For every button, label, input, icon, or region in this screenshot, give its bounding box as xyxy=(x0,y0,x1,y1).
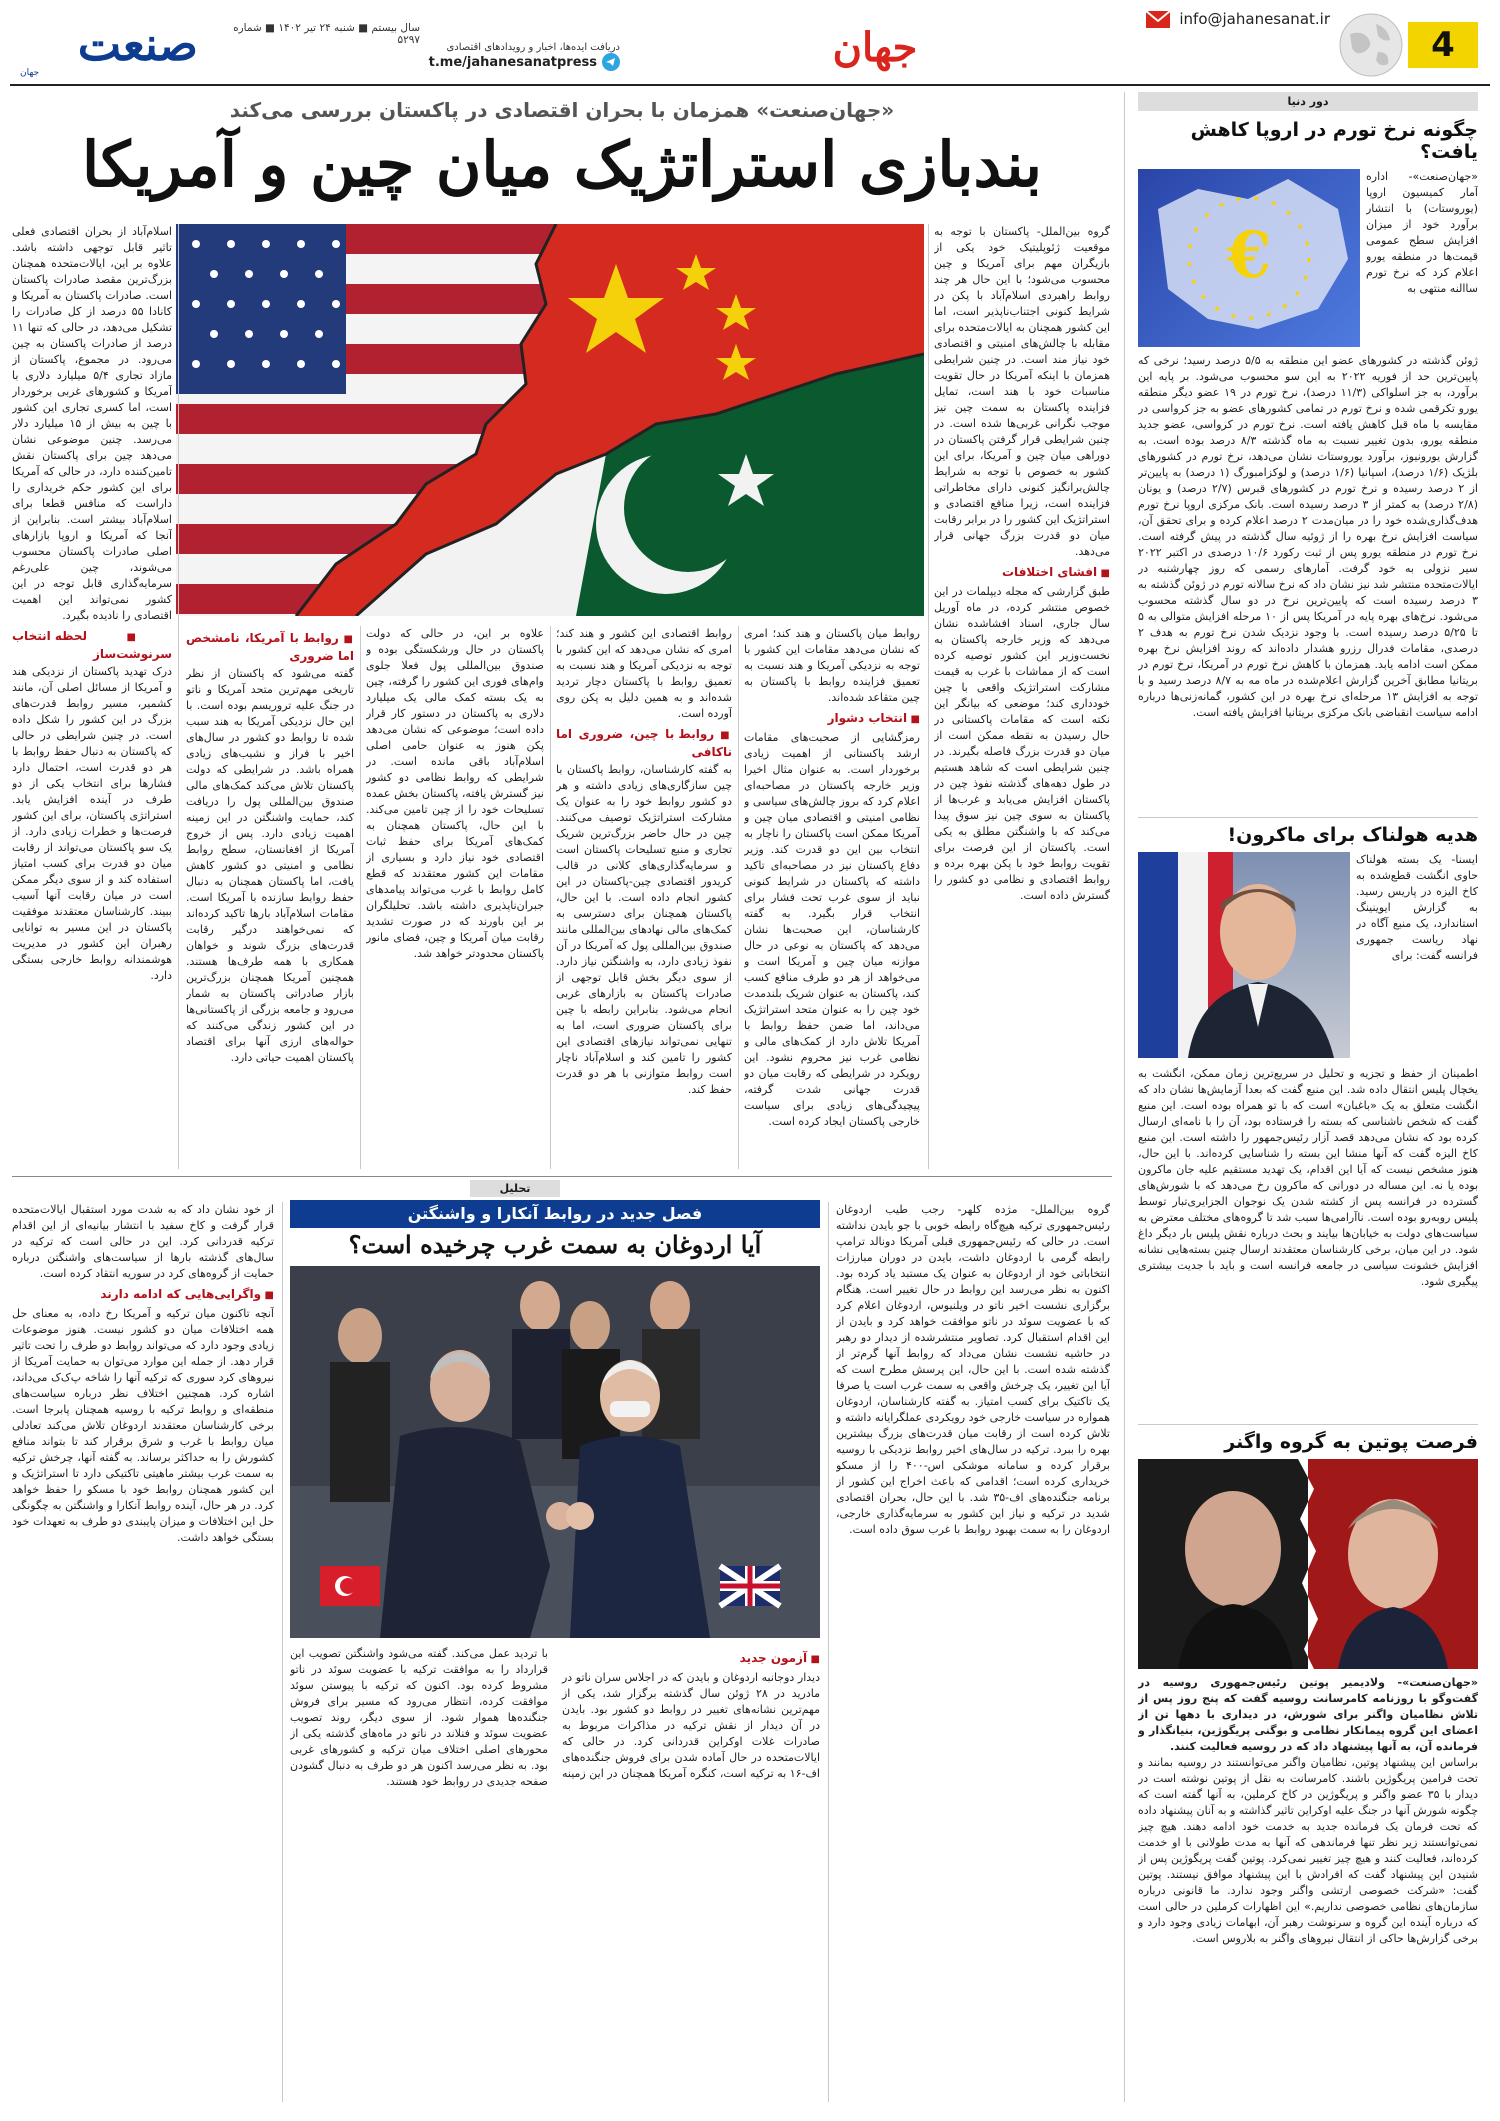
telegram-box xyxy=(420,42,620,71)
erdogan-biden-photo xyxy=(290,1266,820,1638)
story1-body: ژوئن گذشته در کشورهای عضو این منطقه به ۵/۵ درصد رسید؛ نرخی که پایین‌ترین حد از فوریه ۲۰۲۲ به این سو محسوب می‌شود. بر پایه این برآورد، به جز اسلواکی (۱۱/۳ درصد)، نرخ تورم در ۱۹ عضو دیگر منطقه یورو تکرقمی شده و نرخ تورم در تمامی کشورهای عضو به جز کرواسی در مقایسه با ماه قبل کاهش یافته است. نرخ تورم در کرواسی، عضو جدید منطقه یورو، بدون تغییر نسبت به ماه گذشته ۸/۳ درصد بوده است. به گزارش یورونیوز، برآورد یوروستات نشان می‌دهد، نرخ تورم در کشورهای بلژیک (۱/۶ درصد)، اسپانیا (۱/۶ درصد) و لوکزامبورگ (۱ درصد) به پایین‌تر از ۲ درصد رسیده و نرخ تورم در کشورهای قبرس (۲/۷ درصد) و یونان (۲/۸ درصد) به کمتر از ۳ درصد رسیده است. بانک مرکزی اروپا نرخ تورم هدف‌گذاری‌شده خود را در میان‌مدت ۲ درصد اعلام کرده و برای تحقق آن، سیاست افزایش نرخ بهره را از ژوئیه سال گذشته در پیش گرفته است. نرخ تورم در منطقه یورو پس از ثبت رکورد ۱۰/۶ درصدی در اکتبر ۲۰۲۲ سیر نزولی به خود گرفت. آمارهای رسمی که روز چهارشنبه در ایالات‌متحده منتشر شد نیز نشان داد که نرخ سالانه تورم در ژوئن گذشته به ۳ درصد رسیده است که پایین‌ترین نرخ در دو سال گذشته محسوب می‌شود. نرخ‌های بهره پایه در آمریکا پس از ۱۰ مرحله افزایش متوالی به ۵ تا ۵/۲۵ درصد رسیده است. با وجود نزدیک شدن نرخ تورم به هدف ۲ درصدی، مقامات فدرال رزرو هشدار داده‌اند که روند افزایش نرخ بهره ممکن است ادامه یابد. همزمان با کاهش نرخ تورم در آمریکا، نرخ تورم در بریتانیا مطابق آخرین گزارش اعلام‌شده در ماه مه به ۸/۷ درصد رسید و با توجه به افزایش ۱۳ مرحله‌ای نرخ بهره در این کشور، گمانه‌زنی‌ها درباره ادامه سیاست انقباضی بانک مرکزی بریتانیا افزایش یافته است. xyxy=(1138,354,1478,719)
telegram-caption: دریافت ایده‌ها، اخبار و رویدادهای اقتصادی xyxy=(446,42,620,53)
main-col3-body: به گفته کارشناسان، روابط پاکستان با چین سازگاری‌های زیادی داشته و هر دو کشور روابط خود را به عنوان یک مشارکت استراتژیک توصیف می‌کنند. چین در حال حاضر بزرگ‌ترین شریک تجاری و منبع تسلیحات پاکستان است و سرمایه‌گذاری‌های کلانی در قالب کریدور اقتصادی چین-پاکستان در این کشور انجام داده است. با این حال، پاکستان همچنان برای دسترسی به کمک‌های مالی نهادهای بین‌المللی مانند صندوق بین‌المللی پول که آمریکا در آن نفوذ زیادی دارد، به واشنگتن نیاز دارد. از سوی دیگر بخش قابل توجهی از صادرات پاکستان به بازارهای غربی انجام می‌شود. بنابراین رابطه با چین برای پاکستان ضروری است، اما به تنهایی نمی‌تواند نیازهای اقتصادی این کشور را تامین کند و اسلام‌آباد ناچار است روابط متوازنی با هر دو قدرت حفظ کند. xyxy=(556,763,732,1096)
logo-subtext: جهان xyxy=(20,68,40,78)
main-col3-subhead: ■ روابط با چین، ضروری اما ناکافی xyxy=(556,726,732,760)
main-col5 xyxy=(186,626,354,1169)
bottom-col2-subhead: ■ آزمون جدید xyxy=(562,1650,820,1668)
main-col6-subhead: ■ لحظه انتخاب سرنوشت‌ساز xyxy=(12,628,172,662)
main-col4 xyxy=(366,626,544,1169)
bottom-headline: آیا اردوغان به سمت غرب چرخیده است؟ xyxy=(348,1230,762,1259)
bottom-col3 xyxy=(12,1202,274,2102)
globe-icon xyxy=(1338,12,1404,78)
story3-body: براساس این پیشنهاد پوتین، نظامیان واگنر می‌توانستند در روسیه بمانند و تحت فرامین پریگوژین باشند. کامرسانت به نقل از پوتین نوشته است در دیدار با ۳۵ عضو واگنر و پریگوژین در کاخ کرملین، به آنها گفته است که چگونه شورش آنها در جنگ علیه اوکراین تاثیر گذاشته و به آنان پیشنهاد داده که تحت فرمان یک فرمانده جدید به خدمت خود ادامه دهند. هیچ چیز نمی‌توانستند زیر نظر تنها فرماندهی که آنها به مدت طولانی با او خدمت کرده‌اند، فعالیت کنند و هیچ چیز تغییر نمی‌کرد. پوتین گفت پریگوژین پس از شنیدن این پیشنهاد گفت که افرادش با این پیشنهاد موافق نیستند. پوتین گفت: «شرکت خصوصی ارتشی واگنر وجود ندارد. ما قانونی درباره سازمان‌های نظامی خصوصی نداریم.» این اظهارات کرملین در حالی است که درباره آینده این گروه و سرنوشت رهبر آن، ابهامات زیادی وجود دارد و برخی گزارش‌ها حاکی از انتقال نیروهای واگنر به بلاروس است. xyxy=(1138,1756,1478,1945)
telegram-icon xyxy=(602,53,620,71)
main-headline: بندبازی استراتژیک میان چین و آمریکا xyxy=(81,128,1043,201)
story2-body: اطمینان از حفظ و تجزیه و تحلیل در سریع‌ترین زمان ممکن، انگشت به یخچال پلیس انتقال داده شد. این منبع گفت که بعدا آزمایش‌ها نشان داد که انگشت متعلق به یک «باغبان» است که با تو همراه بوده است. این منبع گفت که شخص ناشناسی که بسته را فرستاده بود، آن را با نامه‌ای ارسال کرده بود که نشان می‌دهد قصد آزار رئیس‌جمهور را داشته است. این منبع کاخ الیزه گفت که آنها منشا این بسته را شناسایی کرده‌اند. با این حال، هنوز مشخص نیست که آیا این اقدام، یک تهدید مستقیم علیه جان ماکرون بوده یا نه. این مساله در دورانی که ماکرون رخ می‌دهد که با شورش‌های گسترده در فرانسه پس از کشته شدن یک نوجوان الجزایری‌تبار توسط پلیس روبه‌رو بوده است. ناآرامی‌ها سبب شد تا گروه‌های مختلف معترض به سیاست‌های دولت به خیابان‌ها بیایند و بحث درباره نقش پلیس بار دیگر داغ شود. در این میان، برخی کارشناسان معتقدند ارسال چنین بسته‌هایی نشانه افزایش خشونت سیاسی در جامعه فرانسه است و باید با جدیت بیشتری پیگیری شود. xyxy=(1138,1067,1478,1288)
svg-text:€: € xyxy=(1226,218,1272,293)
euro-map-image xyxy=(1138,169,1360,347)
sidebar-tag: دور دنیا xyxy=(1138,92,1478,111)
bottom-col2-body: دیدار دوجانبه اردوغان و بایدن که در اجلاس سران ناتو در مادرید در ۲۸ ژوئن سال گذشته برگزار شد، یکی از مهم‌ترین نشانه‌های تغییر در روابط دو کشور بود. بایدن در آن دیدار از نقش ترکیه در مذاکرات مربوط به صادرات غلات اوکراین قدردانی کرد. در حالی که ایالات‌متحده در حال آماده شدن برای فروش جنگنده‌های اف-۱۶ به ترکیه است، کنگره آمریکا همچنان در این زمینه با تردید عمل می‌کند. گفته می‌شود واشنگتن تصویب این قرارداد را به موافقت ترکیه با عضویت سوئد در ناتو مشروط کرده بود. اکنون که ترکیه با پیوستن سوئد موافقت کرده، انتظار می‌رود که مسیر برای فروش جنگنده‌ها هموار شود. از سوی دیگر، روند تصویب عضویت سوئد و فنلاند در ناتو در ماه‌های گذشته یکی از محورهای اصلی اختلاف میان ترکیه و کشورهای غربی بود. به نظر می‌رسد اکنون هر دو طرف به دنبال گشودن صفحه جدیدی در روابط خود هستند. xyxy=(290,1647,820,1788)
putin-prigozhin-photo xyxy=(1138,1459,1478,1669)
email-line xyxy=(1145,8,1330,30)
main-col2-body: رمزگشایی از صحبت‌های مقامات ارشد پاکستانی از اهمیت زیادی برخوردار است. به عنوان مثال اخیرا وزیر خارجه پاکستان در مصاحبه‌ای اعلام کرد که بروز چالش‌های سیاسی و نظامی امنیتی و اقتصادی میان چین و آمریکا ممکن است پاکستان را ناچار به انتخاب بین این دو قدرت کند. وزیر دفاع پاکستان نیز در مصاحبه‌ای تاکید داشته که پاکستان در شرایط کنونی نباید از سوی غرب تحت فشار برای انتخاب قرار بگیرد. به گفته کارشناسان، این صحبت‌ها نشان می‌دهد که پاکستان به نوعی در حال موازنه میان چین و آمریکا است و می‌خواهد از هر دو طرف منافع کسب کند، پاکستان به عنوان شریک بلندمدت خود چین را به عنوان متحد استراتژیک می‌داند، اما ضمن حفظ روابط با آمریکا تلاش دارد از کمک‌های مالی و نظامی غرب نیز محروم نشود. این رویکرد در شرایطی که رقابت میان دو قدرت جهانی شدت گرفته، پیچیدگی‌های زیادی برای سیاست خارجی پاکستان ایجاد کرده است. xyxy=(744,731,920,1128)
main-col3-intro: روابط اقتصادی این کشور و هند کند؛ امری که نشان می‌دهد که این کشور با توجه به نزدیکی آمریکا و هند نسبت به تعمیق روابط با پاکستان دچار تردید شده‌اند و به همین دلیل به پکن روی آورده است. xyxy=(556,627,732,720)
flags-illustration xyxy=(176,224,924,616)
story3-lead: «جهان‌صنعت»- ولادیمیر پوتین رئیس‌جمهوری روسیه در گفت‌وگو با روزنامه کامرسانت روسیه گفت که پنج روز پس از تلاش نظامیان واگنر برای شورش، در دیداری با دهها تن از اعضای این گروه پیمانکار نظامی و بوگنی پریگوژین، بنیانگذار و فرمانده آن، به آنها پیشنهاد داد که در روسیه فعالیت کنند. xyxy=(1138,1676,1478,1753)
main-col3 xyxy=(556,626,732,1169)
story1-lead: «جهان‌صنعت»- اداره آمار کمیسیون اروپا (یوروستات) با انتشار برآورد خود از میزان افزایش سطح عمومی قیمت‌ها در منطقه یورو اعلام کرد که نرخ تورم ساالنه منتهی به xyxy=(1366,170,1478,295)
bottom-col2 xyxy=(290,1646,820,2102)
story2-lead: ایسنا- یک بسته هولناک حاوی انگشت قطع‌شده به کاخ الیزه در پاریس رسید. به گزارش ایوینینگ استاندارد، یک منبع آگاه در نهاد ریاست جمهوری فرانسه گفت: برای xyxy=(1356,853,1478,962)
bottom-tag: تحلیل xyxy=(470,1180,560,1197)
newspaper-logo xyxy=(18,18,198,78)
page-number-box xyxy=(1408,22,1478,68)
main-col6-body2: درک تهدید پاکستان از نزدیکی هند و آمریکا از مسائل اصلی آن، مانند کشمیر، مسیر روابط قدرت‌های بزرگ در این کشور را شکل داده است. در چنین شرایطی در حالی که پاکستان به دنبال حفظ روابط با هر دو قدرت است، احتمال دارد فشارها برای انتخاب یکی از دو طرف در آینده افزایش یابد. استراتژی پاکستان، برای این کشور فرصت‌ها و خطرات زیادی دارد. از یک سو پاکستان می‌تواند از رقابت میان دو قدرت برای کسب امتیاز استفاده کند و از سوی دیگر ممکن است در میان رقابت آنها آسیب ببیند. کارشناسان معتقدند موفقیت پاکستان در این مسیر به توانایی رهبران این کشور در مدیریت هوشمندانه روابط خارجی بستگی دارد. xyxy=(12,665,172,982)
main-col5-body: گفته می‌شود که پاکستان از نظر تاریخی مهم‌ترین متحد آمریکا و ناتو در جنگ علیه تروریسم بوده است. با این حال نزدیکی آمریکا به هند سبب شده تا روابط دو کشور در سال‌های اخیر با فراز و نشیب‌های زیادی همراه باشد. در شرایطی که دولت پاکستان تلاش می‌کند کمک‌های مالی صندوق بین‌المللی پول را دریافت کند، حمایت واشنگتن در این زمینه اهمیت زیادی دارد. پس از خروج آمریکا از افغانستان، سطح روابط نظامی و امنیتی دو کشور کاهش یافت، اما پاکستان همچنان به دنبال حفظ روابط سازنده با آمریکا است. مقامات اسلام‌آباد بارها تاکید کرده‌اند که نمی‌خواهند درگیر رقابت قدرت‌های بزرگ شوند و خواهان همکاری با همه طرف‌ها هستند. همچنین آمریکا همچنان بزرگ‌ترین بازار صادراتی پاکستان به شمار می‌رود و جامعه بزرگی از پاکستانی‌ها در این کشور زندگی می‌کنند که حواله‌های ارزی آنها برای اقتصاد پاکستان اهمیت حیاتی دارد. xyxy=(186,667,354,1064)
logo-text: صنعت xyxy=(77,17,198,71)
bottom-col3-body: آنچه تاکنون میان ترکیه و آمریکا رخ داده، به معنای حل همه اختلافات میان دو کشور نیست. هنوز موضوعات زیادی وجود دارد که می‌تواند روابط دو طرف را تحت تاثیر قرار دهد. از جمله این موارد می‌توان به حمایت آمریکا از نیروهای کرد سوری که ترکیه آنها را شاخه پ‌ک‌ک می‌داند، اشاره کرد. همچنین اختلاف نظر درباره سیاست‌های منطقه‌ای و روابط ترکیه با روسیه همچنان پابرجا است. برخی کارشناسان معتقدند اردوغان تلاش می‌کند تعادلی میان روابط با غرب و شرق برقرار کند تا بتواند منافع کشورش را به حداکثر برساند. به گفته آنها، چرخش ترکیه به سمت غرب بیشتر ماهیتی تاکتیکی دارد تا استراتژیک و این کشور همچنان روابط خود با مسکو را حفظ خواهد کرد. در هر حال، آینده روابط آنکارا و واشنگتن به چگونگی حل این اختلافات و میزان پایبندی دو طرف به تعهدات خود بستگی خواهد داشت. xyxy=(12,1307,274,1544)
bottom-col3-subhead: ■ واگرایی‌هایی که ادامه دارند xyxy=(12,1286,274,1304)
story2-title: هدیه هولناک برای ماکرون! xyxy=(1138,824,1478,846)
euro-symbol-icon xyxy=(1138,169,1360,347)
email-address[interactable]: info@jahanesanat.ir xyxy=(1179,10,1330,28)
bottom-col3-intro: از خود نشان داد که به شدت مورد استقبال ایالات‌متحده قرار گرفت و کاخ سفید با انتشار بیانیه‌ای از این اقدام ترکیه قدردانی کرد. این در حالی است که ترکیه در سال‌های گذشته بارها از سیاست‌های واشنگتن درباره حمایت از گروه‌های کرد در سوریه انتقاد کرده است. xyxy=(12,1203,274,1280)
main-col1-body: طبق گزارشی که مجله دیپلمات در این خصوص منتشر کرده، در ماه آوریل سال جاری، اسناد افشاشده نشان می‌دهد که وزیر خارجه پاکستان به نخست‌وزیر این کشور توصیه کرده است که از مماشات با غرب به قیمت مشارکت استراتژیک واقعی با چین خودداری کند؛ موضعی که بیانگر این نکته است که مقامات پاکستانی در حال رسیدن به نقطه ممکن است از میان دو قدرت بزرگ فاصله بگیرند. در چنین شرایطی است که شاهد هستیم در طول دهه‌های گذشته نفوذ چین در پاکستان افزایش می‌یابد و غرب‌ها از پاکستان به سوی چین نیز سوق پیدا می‌کند که با واشنگتن مطلق به یکی است. پاکستان از این فرصت برای تقویت روابط خود با پکن بهره برده و روابط اقتصادی و نظامی دو کشور را گسترش داده است. xyxy=(934,585,1110,902)
main-col6 xyxy=(12,224,172,1169)
main-col2-intro: روابط میان پاکستان و هند کند؛ امری که نشان می‌دهد مقامات این کشور با توجه به نزدیکی آمریکا و هند نسبت به تعمیق فزاینده روابط با پاکستان به چین متقاعد شده‌اند. xyxy=(744,627,920,704)
main-col1-intro: گروه بین‌الملل- پاکستان با توجه به موقعیت ژئوپلیتیک خود یکی از بازیگران مهم برای آمریکا و چین محسوب می‌شود؛ با این حال هر چند روابط راهبردی اسلام‌آباد با پکن در شرایط کنونی اجتناب‌ناپذیر است، اما این کشور همچنان به ایالات‌متحده برای مقابله با چالش‌های امنیتی و اقتصادی خود نیاز مند است. در چنین شرایطی همزمان با اینکه آمریکا در حال تقویت مناسبات خود با هند است، تمایل فزاینده پاکستان به سمت چین نیز موجب نگرانی غربی‌ها شده است. در چنین شرایطی قرار گرفتن پاکستان در دوراهی میان چین و آمریکا، برای این کشور به خصوص با توجه به شرایط چالش‌برانگیز کنونی دارای مخاطراتی فزاینده است، زیرا منافع اقتصادی و استراتژیک این کشور را در برابر رقابت میان دو قدرت بزرگ جهانی قرار می‌دهد. xyxy=(934,225,1110,558)
story1-title: چگونه نرخ تورم در اروپا کاهش یافت؟ xyxy=(1190,119,1478,163)
main-col5-subhead: ■ روابط با آمریکا، نامشخص اما ضروری xyxy=(186,630,354,664)
story3-title: فرصت پوتین به گروه واگنر xyxy=(1224,1431,1478,1453)
main-col2 xyxy=(744,626,920,1169)
main-col1-subhead: ■ افشای اختلافات xyxy=(934,564,1110,582)
bottom-kicker: فصل جدید در روابط آنکارا و واشنگتن xyxy=(290,1200,820,1228)
page-header xyxy=(0,0,1500,86)
telegram-handle[interactable]: t.me/jahanesanatpress xyxy=(428,54,597,70)
section-title: جهان xyxy=(832,24,918,71)
mail-icon xyxy=(1145,8,1171,30)
page-number: 4 xyxy=(1431,25,1455,65)
main-col4-body: علاوه بر این، در حالی که دولت پاکستان در حال ورشکستگی بوده و صندوق بین‌المللی پول فعلا جلوی وام‌های فوری این کشور را گرفته، چین به یک بسته کمک مالی یک میلیارد دلاری به پاکستان در دستور کار قرار داده است؛ موضوعی که نشان می‌دهد پکن هنوز به عنوان حامی اصلی اسلام‌آباد باقی مانده است. در شرایطی که روابط نظامی دو کشور نیز گسترش یافته، پاکستان بخش عمده تسلیحات خود را از چین تامین می‌کند. با این حال، پاکستان همچنان به کمک‌های آمریکا برای حفظ ثبات اقتصادی خود نیاز دارد و بسیاری از مقامات این کشور معتقدند که قطع کامل روابط با غرب می‌تواند پیامدهای جبران‌ناپذیری داشته باشد. تحلیلگران بر این باورند که در صورت تشدید رقابت میان آمریکا و چین، فضای مانور پاکستان محدودتر خواهد شد. xyxy=(366,627,544,960)
main-col2-subhead: ■ انتخاب دشوار xyxy=(744,710,920,728)
issue-info: سال بیستم ■ شنبه ۲۴ تیر ۱۴۰۲ ■ شماره ۵۲۹۷ xyxy=(233,22,420,46)
sidebar xyxy=(1138,92,1478,2102)
bottom-col1: گروه بین‌الملل- مژده کلهر- رجب طیب اردوغان رئیس‌جمهوری ترکیه هیچ‌گاه رابطه خوبی با جو بایدن نداشته است. در حالی که رئیس‌جمهوری قبلی آمریکا دونالد ترامپ رابطه گرمی با اردوغان داشت، بایدن در دوران مبارزات انتخاباتی خود از اردوغان به عنوان یک مستبد یاد کرده بود. اکنون به نظر می‌رسد این روابط در حال تغییر است. هنگام برگزاری نشست اخیر ناتو در ویلنیوس، اردوغان اعلام کرد که با عضویت سوئد در ناتو موافقت خواهد کرد و بایدن از این اقدام استقبال کرد. تصاویر منتشرشده از دیدار دو رهبر در حاشیه نشست نشان می‌داد که روابط آنها گرم‌تر از گذشته شده است. با این حال، این پرسش مطرح است که آیا این تغییر، یک چرخش واقعی به سمت غرب است یا صرفا یک تاکتیک برای کسب امتیاز. به گفته کارشناسان، اردوغان همواره در سیاست خارجی خود رویکردی عملگرایانه داشته و تلاش کرده است از رقابت میان قدرت‌های بزرگ بیشترین بهره را ببرد. ترکیه در سال‌های اخیر روابط نزدیکی با روسیه برقرار کرده و سامانه موشکی اس-۴۰۰ را از مسکو خریداری کرده است؛ اقدامی که باعث اخراج این کشور از برنامه جنگنده‌های اف-۳۵ شد. با این حال، بحران اقتصادی شدید در ترکیه و نیاز این کشور به سرمایه‌گذاری خارجی، اردوغان را به سمت بهبود روابط با غرب سوق داده است. xyxy=(836,1203,1110,1536)
macron-photo xyxy=(1138,852,1350,1058)
main-col1 xyxy=(934,224,1110,1169)
main-col6-body: اسلام‌آباد از بحران اقتصادی فعلی تاثیر قابل توجهی داشته باشد. علاوه بر این، ایالات‌متحده همچنان بزرگ‌ترین مقصد صادرات پاکستان است. صادرات پاکستان به آمریکا و کانادا ۵۵ درصد از کل صادرات را تشکیل می‌دهد، در حالی که تنها ۱۱ درصد از صادرات پاکستان به چین می‌رود. در مجموع، پاکستان از مازاد تجاری ۵/۴ میلیارد دلاری با آمریکا و کشورهای غربی برخوردار است، اما کسری تجاری این کشور با چین به بیش از ۱۵ میلیارد دلار می‌رسد. چنین موضوعی نشان می‌دهد چین برای پاکستان نقش تامین‌کننده دارد، در حالی که آمریکا برای این کشور حکم خریداری را داراست که منافس قطعا برای اسلام‌آباد بیشتر است. بنابراین از آنجا که آمریکا و اروپا بازارهای اصلی صادرات پاکستان محسوب می‌شوند، چین علی‌رغم سرمایه‌گذاری قابل توجه در این کشور نمی‌تواند این اهمیت اقتصادی را نادیده بگیرد. xyxy=(12,225,172,622)
main-kicker: «جهان‌صنعت» همزمان با بحران اقتصادی در پاکستان بررسی می‌کند xyxy=(229,98,895,122)
